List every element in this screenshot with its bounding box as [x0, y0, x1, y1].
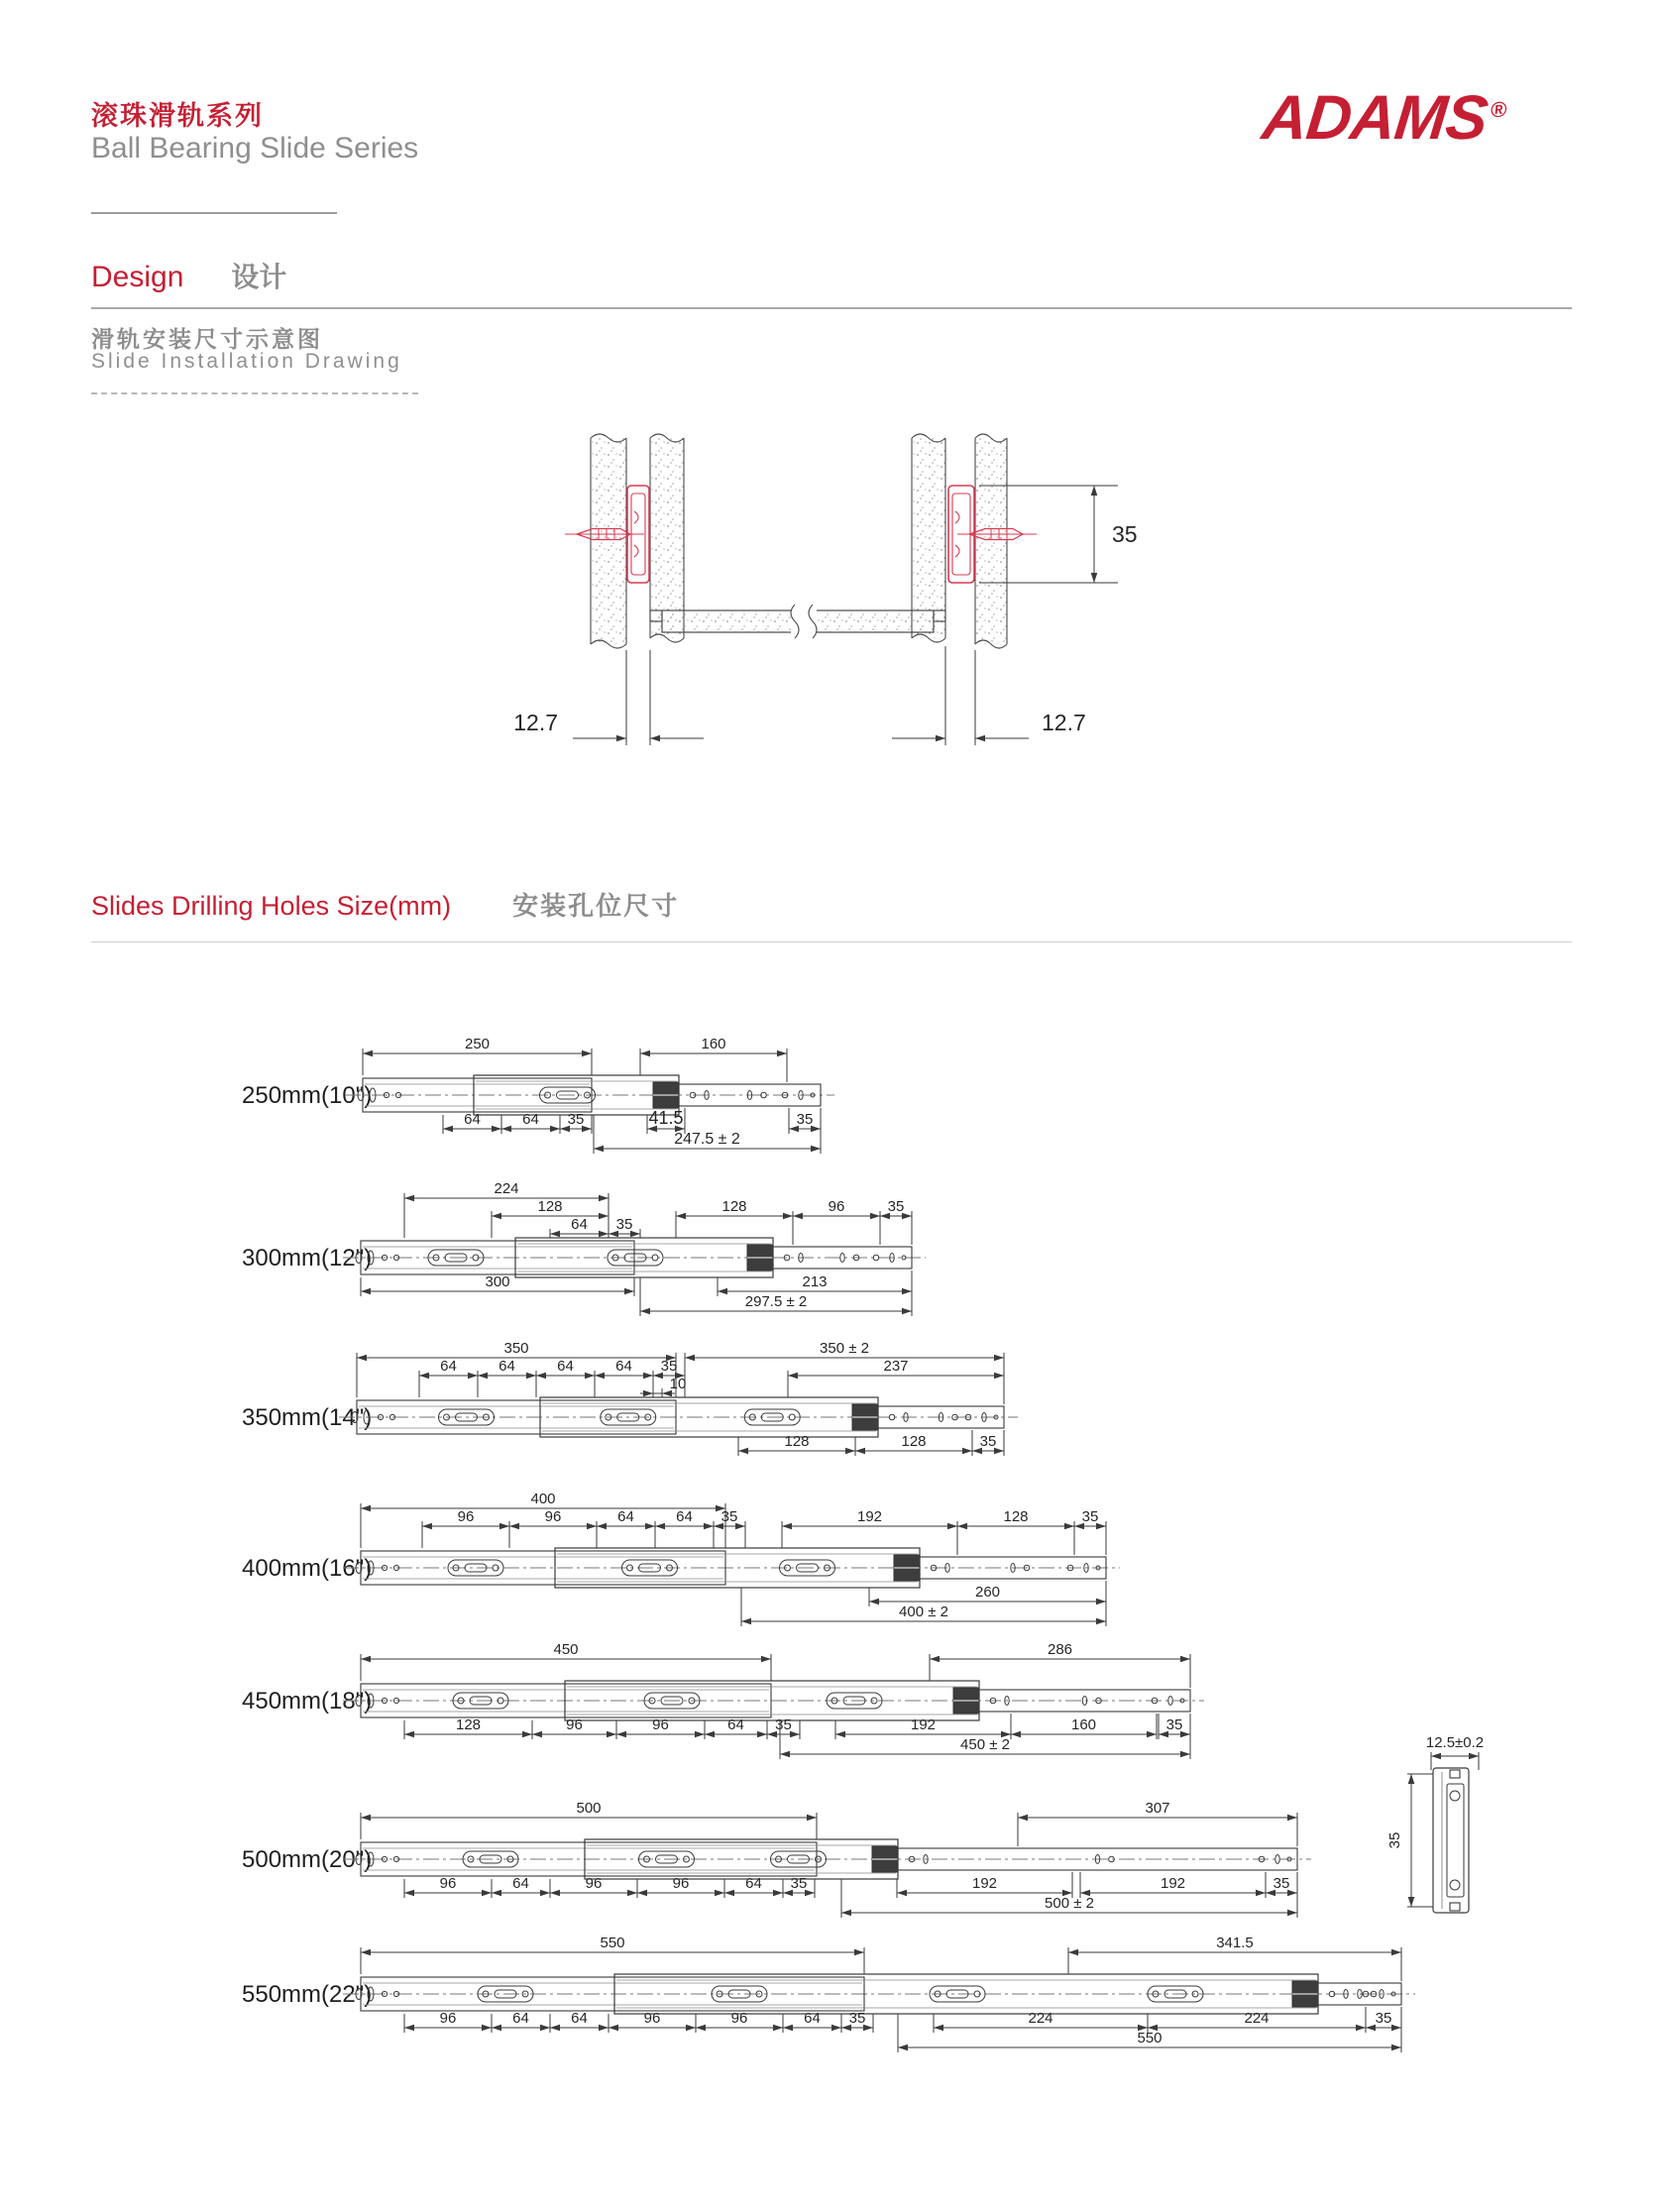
installation-title-zh: 滑轨安装尺寸示意图 — [91, 326, 323, 352]
svg-text:250mm(10"): 250mm(10") — [242, 1082, 373, 1109]
svg-text:96: 96 — [457, 1508, 475, 1525]
svg-text:400mm(16"): 400mm(16") — [242, 1555, 373, 1582]
svg-text:350mm(14"): 350mm(14") — [242, 1404, 373, 1431]
svg-text:96: 96 — [544, 1508, 562, 1525]
svg-text:35: 35 — [1165, 1716, 1183, 1733]
svg-text:192: 192 — [856, 1508, 883, 1525]
drilling-title-zh: 安装孔位尺寸 — [512, 891, 680, 921]
series-title-en: Ball Bearing Slide Series — [91, 132, 419, 165]
svg-text:96: 96 — [585, 1875, 603, 1892]
svg-text:35: 35 — [1386, 1831, 1403, 1849]
svg-text:64: 64 — [617, 1508, 634, 1525]
svg-text:35: 35 — [1112, 521, 1138, 547]
svg-text:350: 350 — [503, 1340, 529, 1357]
svg-text:35: 35 — [1375, 2010, 1392, 2027]
svg-text:35: 35 — [567, 1111, 585, 1128]
svg-text:64: 64 — [557, 1358, 574, 1375]
svg-text:286: 286 — [1047, 1641, 1073, 1658]
series-title-zh: 滚珠滑轨系列 — [91, 101, 264, 131]
svg-text:500: 500 — [576, 1800, 602, 1817]
svg-text:213: 213 — [802, 1273, 828, 1290]
svg-text:260: 260 — [974, 1584, 1001, 1601]
svg-text:35: 35 — [660, 1358, 678, 1375]
svg-text:160: 160 — [701, 1036, 726, 1052]
svg-text:450mm(18"): 450mm(18") — [242, 1688, 373, 1714]
svg-text:12.5±0.2: 12.5±0.2 — [1425, 1734, 1485, 1751]
svg-text:41.5: 41.5 — [648, 1108, 684, 1128]
svg-text:64: 64 — [440, 1358, 457, 1375]
svg-text:96: 96 — [439, 2010, 457, 2027]
svg-text:550: 550 — [600, 1935, 625, 1951]
svg-text:96: 96 — [566, 1716, 583, 1733]
svg-text:10: 10 — [669, 1376, 687, 1392]
drilling-title-en: Slides Drilling Holes Size(mm) — [91, 891, 452, 921]
svg-text:250: 250 — [464, 1036, 491, 1052]
svg-text:450 ± 2: 450 ± 2 — [960, 1736, 1010, 1753]
svg-text:64: 64 — [522, 1111, 539, 1128]
svg-text:224: 224 — [494, 1180, 519, 1197]
svg-text:307: 307 — [1145, 1800, 1170, 1817]
brand-wordmark: ADAMS — [1259, 83, 1491, 153]
svg-text:500mm(20"): 500mm(20") — [242, 1846, 373, 1873]
svg-text:35: 35 — [1273, 1875, 1290, 1892]
svg-text:192: 192 — [910, 1716, 937, 1733]
svg-text:247.5 ± 2: 247.5 ± 2 — [674, 1131, 740, 1148]
svg-text:224: 224 — [1028, 2010, 1053, 2027]
svg-text:64: 64 — [745, 1875, 762, 1892]
svg-text:96: 96 — [643, 2010, 661, 2027]
design-label-en: Design — [91, 261, 184, 293]
svg-text:96: 96 — [828, 1198, 845, 1215]
svg-text:192: 192 — [971, 1875, 998, 1892]
svg-text:35: 35 — [720, 1508, 738, 1525]
svg-text:35: 35 — [887, 1198, 905, 1215]
svg-text:400: 400 — [530, 1491, 556, 1507]
svg-text:96: 96 — [730, 2010, 748, 2027]
svg-text:500 ± 2: 500 ± 2 — [1045, 1895, 1094, 1912]
registered-mark: ® — [1489, 97, 1507, 122]
svg-text:128: 128 — [537, 1198, 563, 1215]
svg-text:96: 96 — [652, 1716, 669, 1733]
svg-text:160: 160 — [1070, 1716, 1097, 1733]
svg-text:350 ± 2: 350 ± 2 — [820, 1340, 869, 1357]
svg-text:64: 64 — [676, 1508, 693, 1525]
svg-text:64: 64 — [498, 1358, 515, 1375]
svg-text:96: 96 — [672, 1875, 690, 1892]
svg-text:96: 96 — [439, 1875, 457, 1892]
svg-text:64: 64 — [571, 2010, 588, 2027]
svg-text:35: 35 — [790, 1875, 808, 1892]
svg-text:128: 128 — [1003, 1508, 1029, 1525]
svg-text:35: 35 — [848, 2010, 866, 2027]
svg-text:192: 192 — [1160, 1875, 1186, 1892]
svg-text:12.7: 12.7 — [1042, 710, 1086, 735]
svg-text:64: 64 — [464, 1111, 481, 1128]
svg-text:64: 64 — [615, 1358, 632, 1375]
svg-text:64: 64 — [512, 1875, 529, 1892]
svg-text:341.5: 341.5 — [1216, 1935, 1254, 1951]
svg-text:64: 64 — [512, 2010, 529, 2027]
svg-text:128: 128 — [721, 1198, 747, 1215]
design-label-zh: 设计 — [231, 262, 287, 292]
svg-text:64: 64 — [804, 2010, 821, 2027]
svg-text:12.7: 12.7 — [513, 710, 558, 735]
svg-text:300: 300 — [485, 1273, 510, 1290]
installation-title-en: Slide Installation Drawing — [91, 350, 402, 373]
svg-text:400 ± 2: 400 ± 2 — [899, 1604, 948, 1620]
svg-text:35: 35 — [1081, 1508, 1099, 1525]
svg-text:35: 35 — [775, 1716, 792, 1733]
svg-text:237: 237 — [883, 1358, 909, 1375]
svg-text:450: 450 — [553, 1641, 579, 1658]
svg-text:550mm(22"): 550mm(22") — [242, 1981, 373, 2008]
svg-text:35: 35 — [796, 1111, 814, 1128]
svg-text:550: 550 — [1137, 2030, 1163, 2046]
svg-text:64: 64 — [571, 1216, 588, 1233]
svg-text:128: 128 — [901, 1433, 927, 1450]
svg-text:35: 35 — [979, 1433, 997, 1450]
svg-text:128: 128 — [455, 1716, 482, 1733]
svg-text:297.5 ± 2: 297.5 ± 2 — [744, 1293, 808, 1310]
svg-text:300mm(12"): 300mm(12") — [242, 1245, 373, 1272]
svg-text:64: 64 — [727, 1716, 744, 1733]
svg-text:224: 224 — [1244, 2010, 1270, 2027]
svg-text:35: 35 — [615, 1216, 633, 1233]
svg-text:128: 128 — [784, 1433, 810, 1450]
